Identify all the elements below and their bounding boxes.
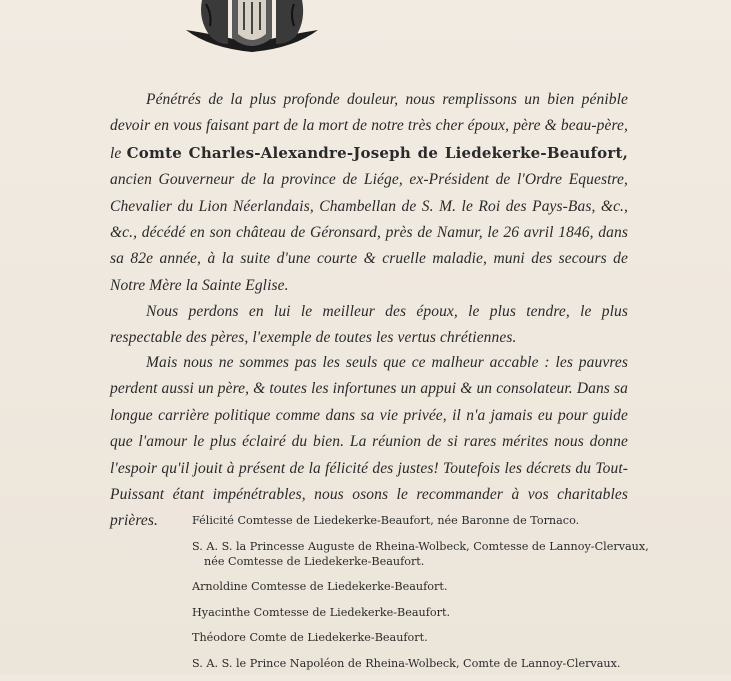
deceased-name: Comte Charles-Alexandre-Joseph de Liedekerke-Beaufort, — [126, 143, 628, 162]
signatory — [192, 539, 662, 569]
signatory-line: Félicité Comtesse de Liedekerke-Beaufort, née Baronne de Tornaco. — [192, 514, 580, 527]
closing-paragraph: Mais nous ne sommes pas les seuls que ce malheur accable : les pauvres perdent aussi un père, & toutes les infortunes un appui & un consolateur. Dans sa longue carrière politique comme dans sa vie privée, il n'a jamais eu pour guide que l'amour le plus éclairé du bien. La réunion de si rares mérites nous donne l'espoir qu'il jouit à présent de la félicité des justes! Toutefois les décrets du Tout-Puissant étant impénétrables, nous osons le recommander à vos charitables prières. — [110, 354, 628, 530]
signatory — [192, 605, 662, 620]
signatory — [192, 579, 662, 594]
announcement-paragraph — [110, 87, 628, 299]
signatory — [192, 630, 662, 645]
announcement-details-text: ancien Gouverneur de la province de Liége, ex-Président de l'Ordre Equestre, Chevalier du Lion Néerlandais, Chambellan de S. M. le Roi des Pays-Bas, &c., &c., décédé en son château de Géronsard, près de Namur, le 26 avril 1846, dans sa 82e année, à la suite d'une courte & cruelle maladie, muni des secours de Notre Mère la Sainte Eglise. — [110, 171, 628, 294]
signatory-line: S. A. S. la Princesse Auguste de Rheina-Wolbeck, Comtesse de Lannoy-Clervaux, — [192, 539, 649, 553]
signatories-list — [192, 513, 662, 681]
signatory-line: Hyacinthe Comtesse de Liedekerke-Beaufort. — [192, 605, 451, 619]
signatory-line: Arnoldine Comtesse de Liedekerke-Beaufort. — [192, 580, 448, 593]
tribute-paragraph: Nous perdons en lui le meilleur des époux, le plus tendre, le plus respectable des pères, l'exemple de toutes les vertus chrétiennes. — [110, 303, 628, 347]
signatory — [192, 513, 662, 528]
signatory-line: S. A. S. le Prince Napoléon de Rheina-Wolbeck, Comte de Lannoy-Clervaux. — [192, 656, 621, 670]
signatory-line: Théodore Comte de Liedekerke-Beaufort. — [192, 631, 428, 644]
announcement-intro-text: Pénétrés de la plus profonde douleur, nous remplissons un bien pénible devoir en vous faisant part de la mort de notre très cher époux, père & beau-père, le — [110, 91, 628, 162]
coat-of-arms-engraving — [182, 0, 322, 56]
signatory-line-continued: née Comtesse de Liedekerke-Beaufort. — [204, 554, 425, 568]
signatory — [192, 656, 662, 671]
